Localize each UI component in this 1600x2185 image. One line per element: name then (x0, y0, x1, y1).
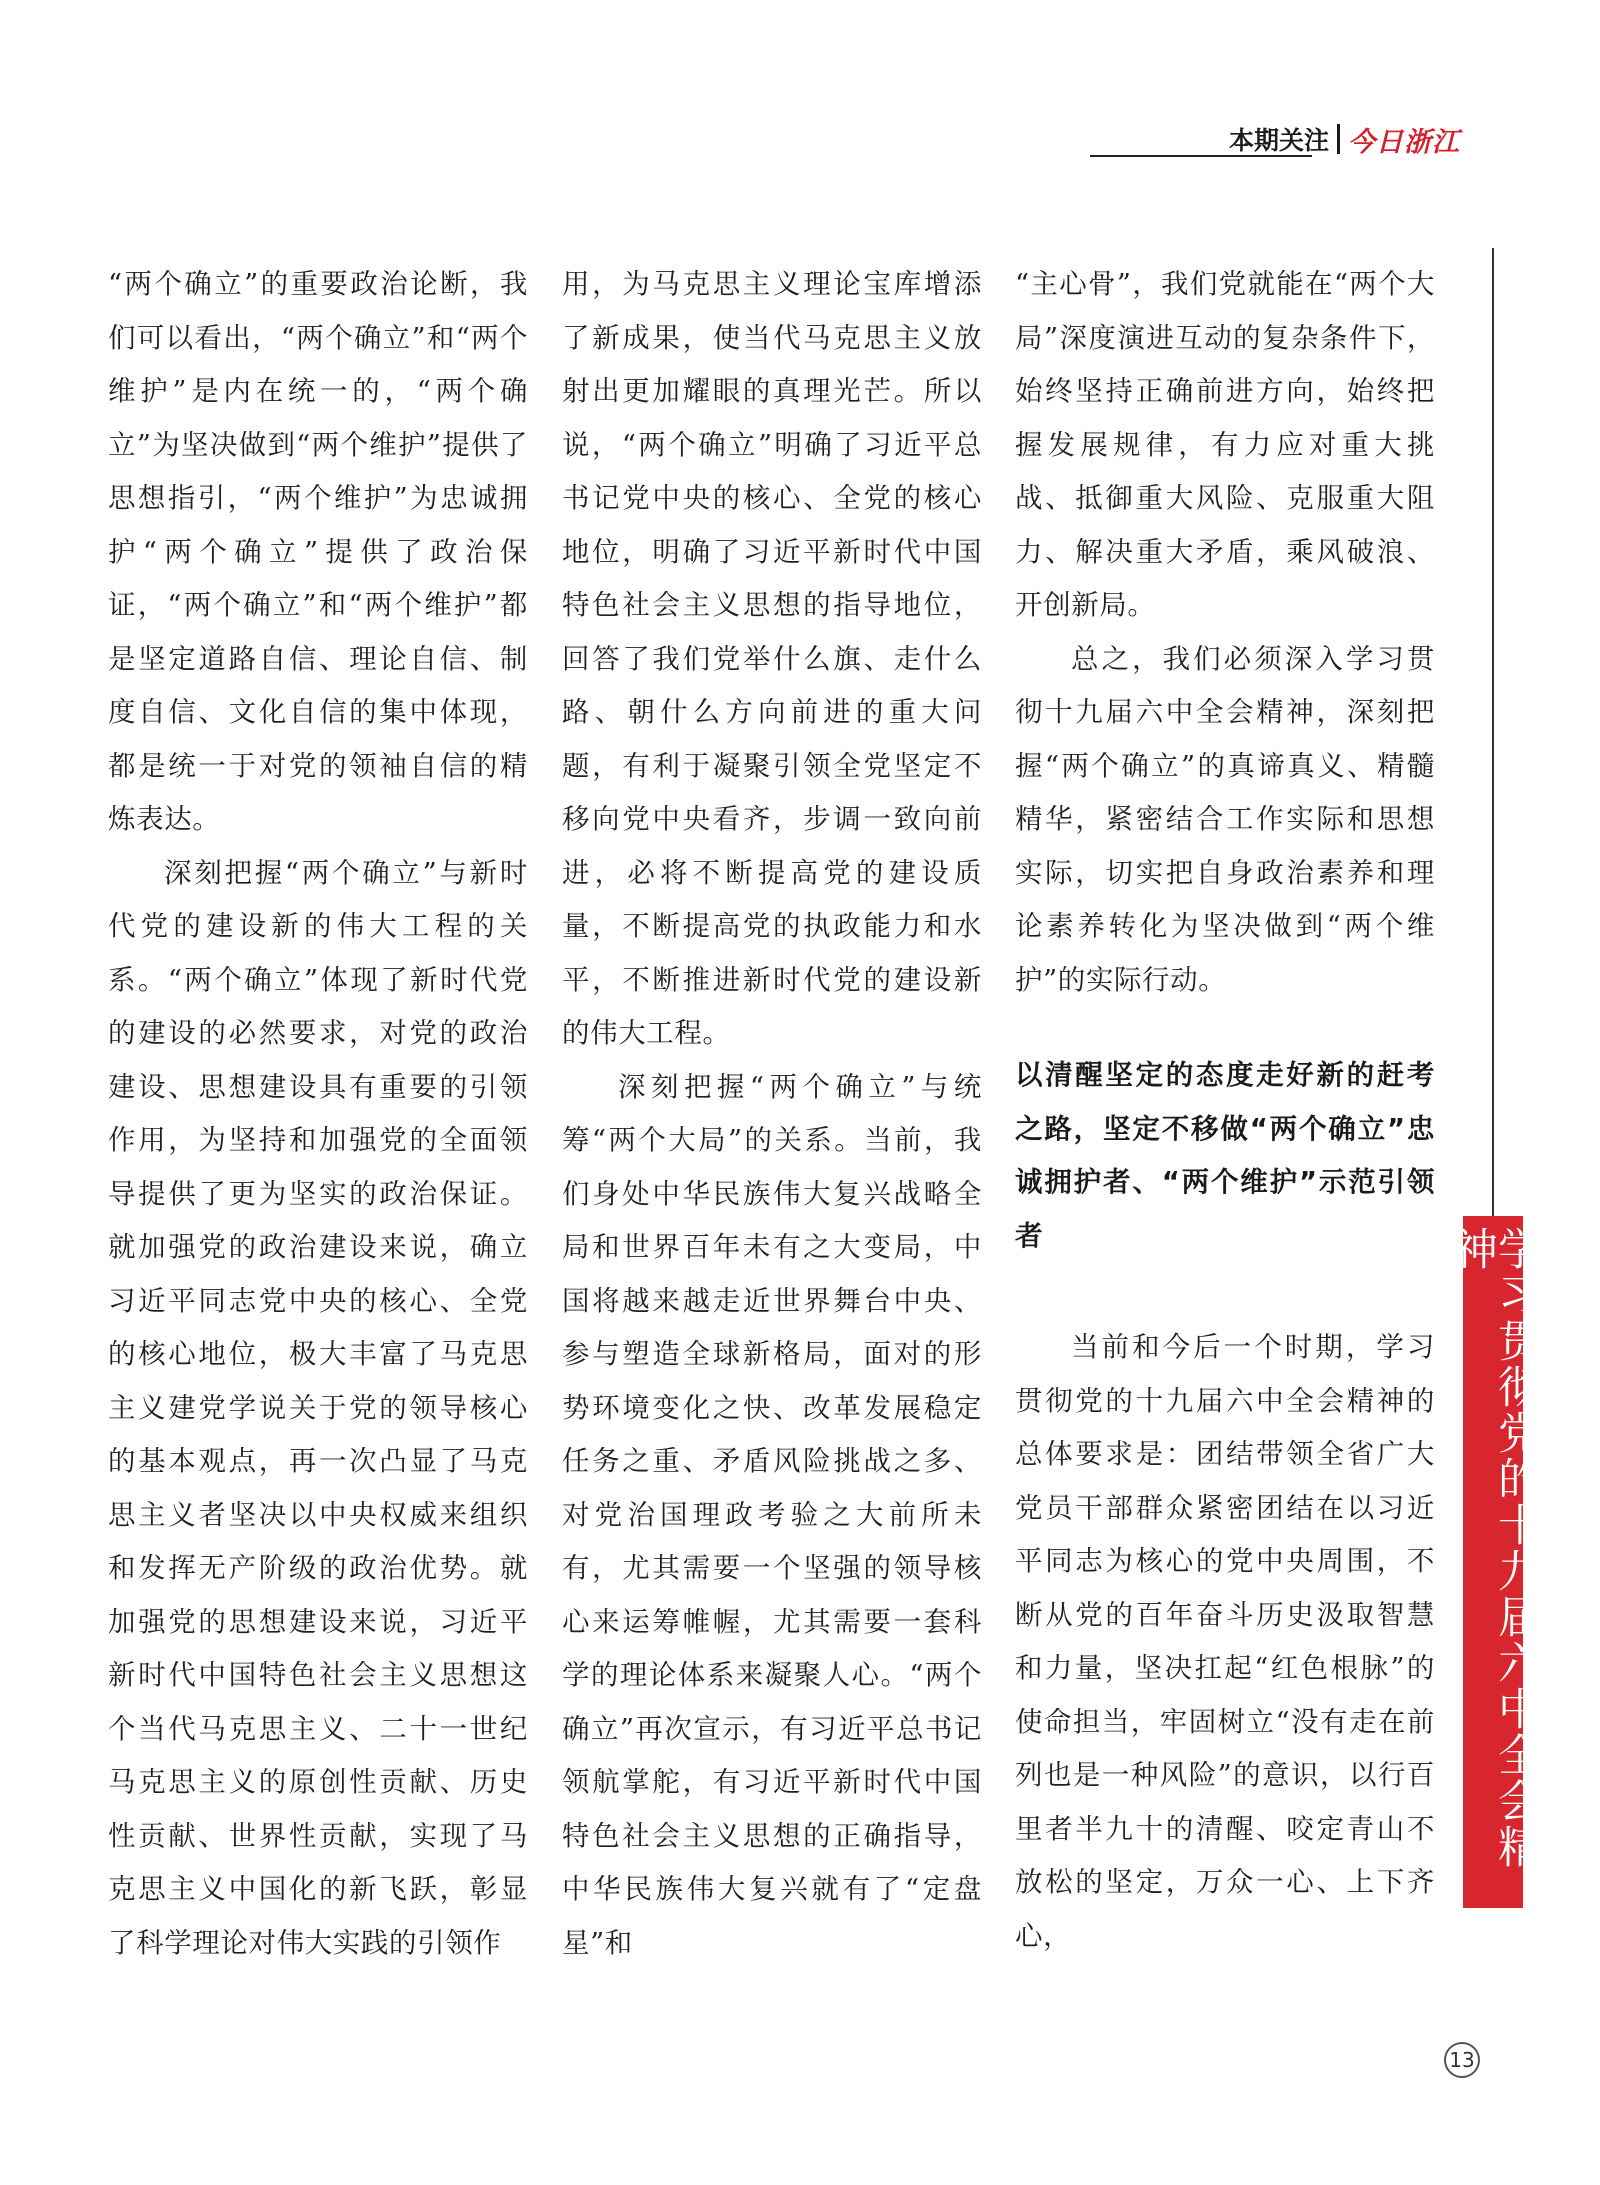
header-rule (1090, 155, 1312, 157)
paragraph: 用，为马克思主义理论宝库增添了新成果，使当代马克思主义放射出更加耀眼的真理光芒。所以说，“两个确立”明确了习近平总书记党中央的核心、全党的核心地位，明确了习近平新时代中国特色社会主义思想的指导地位，回答了我们党举什么旗、走什么路、朝什么方向前进的重大问题，有利于凝聚引领全党坚定不移向党中央看齐，步调一致向前进，必将不断提高党的建设质量，不断提高党的执政能力和水平，不断推进新时代党的建设新的伟大工程。 (562, 268, 982, 1049)
page-number: 13 (1444, 2042, 1480, 2078)
paragraph: 当前和今后一个时期，学习贯彻党的十九届六中全会精神的总体要求是：团结带领全省广大党员干部群众紧密团结在以习近平同志为核心的党中央周围，不断从党的百年奋斗历史汲取智慧和力量，坚决扛起“红色根脉”的使命担当，牢固树立“没有走在前列也是一种风险”的意识，以行百里者半九十的清醒、咬定青山不放松的坚定，万众一心、上下齐心， (1015, 1331, 1435, 1952)
side-banner (1446, 1216, 1541, 1908)
paragraph: 总之，我们必须深入学习贯彻十九届六中全会精神，深刻把握“两个确立”的真谛真义、精髓精华，紧密结合工作实际和思想实际，切实把自身政治素养和理论素养转化为坚决做到“两个维护”的实际行动。 (1015, 642, 1435, 996)
text-column-2 (562, 258, 982, 1959)
side-banner-text: 学习贯彻党的十九届六中全会精神 (1446, 1226, 1541, 1870)
page-header (1090, 122, 1460, 156)
paragraph: 深刻把握“两个确立”与新时代党的建设新的伟大工程的关系。“两个确立”体现了新时代党的建设的必然要求，对党的政治建设、思想建设具有重要的引领作用，为坚持和加强党的全面领导提供了更为坚实的政治保证。就加强党的政治建设来说，确立习近平同志党中央的核心、全党的核心地位，极大丰富了马克思主义建党学说关于党的领导核心的基本观点，再一次凸显了马克思主义者坚决以中央权威来组织和发挥无产阶级的政治优势。就加强党的思想建设来说，习近平新时代中国特色社会主义思想这个当代马克思主义、二十一世纪马克思主义的原创性贡献、历史性贡献、世界性贡献，实现了马克思主义中国化的新飞跃，彰显了科学理论对伟大实践的引领作 (108, 856, 528, 1959)
paragraph: “两个确立”的重要政治论断，我们可以看出，“两个确立”和“两个维护”是内在统一的，“两个确立”为坚决做到“两个维护”提供了思想指引，“两个维护”为忠诚拥护“两个确立”提供了政治保证，“两个确立”和“两个维护”都是坚定道路自信、理论自信、制度自信、文化自信的集中体现，都是统一于对党的领袖自信的精炼表达。 (108, 268, 528, 835)
text-column-1 (108, 258, 528, 1959)
section-name: 本期关注 (1228, 126, 1329, 155)
magazine-logo: 今日浙江 (1348, 126, 1460, 158)
subheading: 以清醒坚定的态度走好新的赶考之路，坚定不移做“两个确立”忠诚拥护者、“两个维护”示范引领者 (1015, 1059, 1435, 1252)
paragraph: 深刻把握“两个确立”与统筹“两个大局”的关系。当前，我们身处中华民族伟大复兴战略全局和世界百年未有之大变局，中国将越来越走近世界舞台中央、参与塑造全球新格局，面对的形势环境变化之快、改革发展稳定任务之重、矛盾风险挑战之多、对党治国理政考验之大前所未有，尤其需要一个坚强的领导核心来运筹帷幄，尤其需要一套科学的理论体系来凝聚人心。“两个确立”再次宣示，有习近平总书记领航掌舵，有习近平新时代中国特色社会主义思想的正确指导，中华民族伟大复兴就有了“定盘星”和 (562, 1070, 982, 1959)
subheading-block (1015, 1049, 1435, 1263)
text-column-3 (1015, 258, 1435, 1952)
header-separator (1337, 124, 1340, 154)
paragraph: “主心骨”，我们党就能在“两个大局”深度演进互动的复杂条件下，始终坚持正确前进方向，始终把握发展规律，有力应对重大挑战、抵御重大风险、克服重大阻力、解决重大矛盾，乘风破浪、开创新局。 (1015, 268, 1435, 621)
side-rule (1492, 248, 1494, 1216)
